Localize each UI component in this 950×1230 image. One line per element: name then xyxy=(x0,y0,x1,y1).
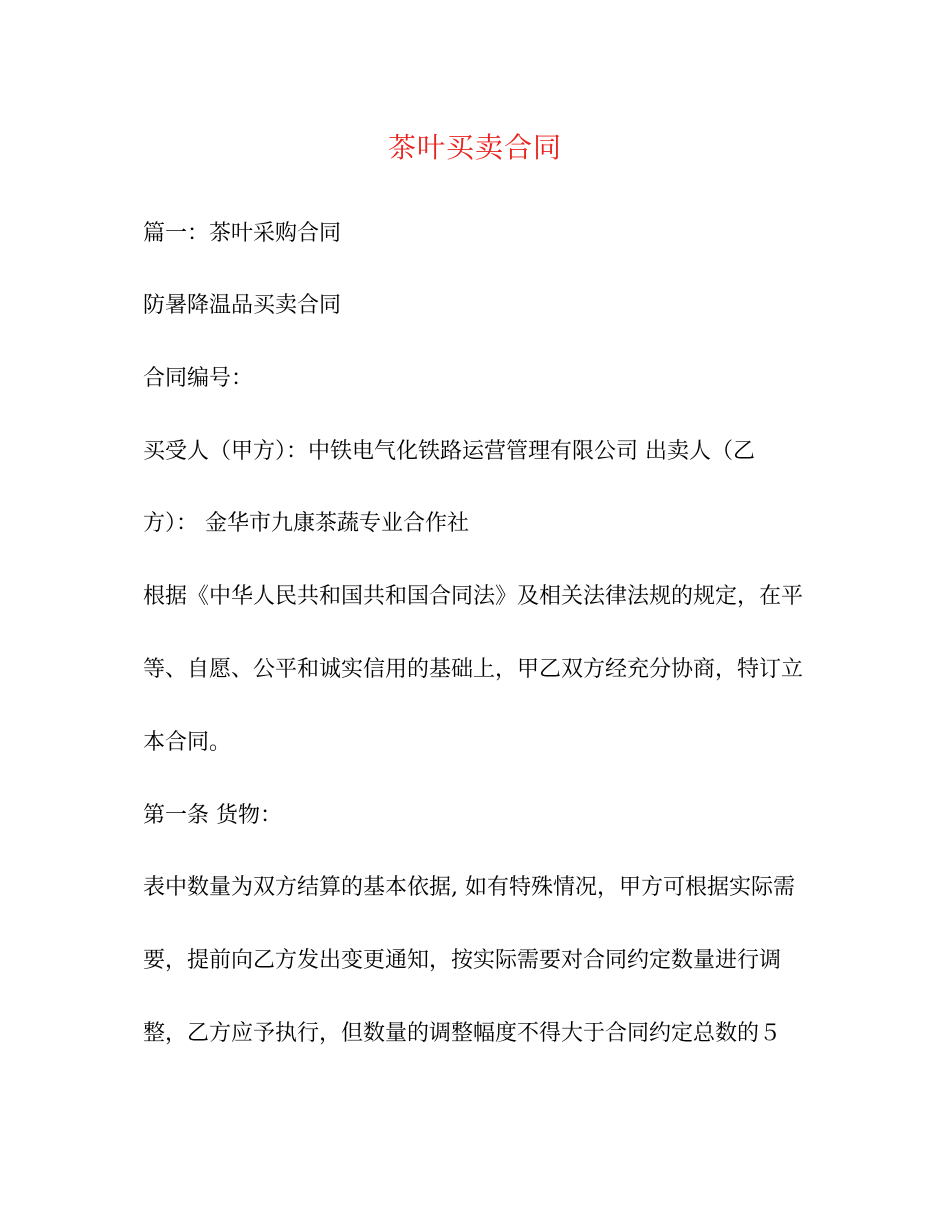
article-one-text-3: 整，乙方应予执行，但数量的调整幅度不得大于合同约定总数的５ xyxy=(143,1021,782,1046)
article-one-text-1: 表中数量为双方结算的基本依据, 如有特殊情况，甲方可根据实际需 xyxy=(143,875,795,900)
preamble-line-3: 本合同。 xyxy=(143,730,232,755)
parties-line-2: 方）： 金华市九康茶蔬专业合作社 xyxy=(143,511,469,536)
document-title: 茶叶买卖合同 xyxy=(387,131,562,164)
contract-number-label: 合同编号： xyxy=(143,366,254,391)
preamble-line-2: 等、自愿、公平和诚实信用的基础上，甲乙双方经充分协商，特订立 xyxy=(143,657,804,682)
preamble-line-1: 根据《中华人民共和国共和国合同法》及相关法律法规的规定，在平 xyxy=(143,584,804,609)
article-one-heading: 第一条 货物： xyxy=(143,803,282,828)
contract-name: 防暑降温品买卖合同 xyxy=(143,293,342,318)
parties-line-1: 买受人（甲方）：中铁电气化铁路运营管理有限公司 出卖人（乙 xyxy=(143,439,755,464)
article-one-text-2: 要，提前向乙方发出变更通知，按实际需要对合同约定数量进行调 xyxy=(143,948,782,973)
section-heading: 篇一：茶叶采购合同 xyxy=(143,221,342,246)
